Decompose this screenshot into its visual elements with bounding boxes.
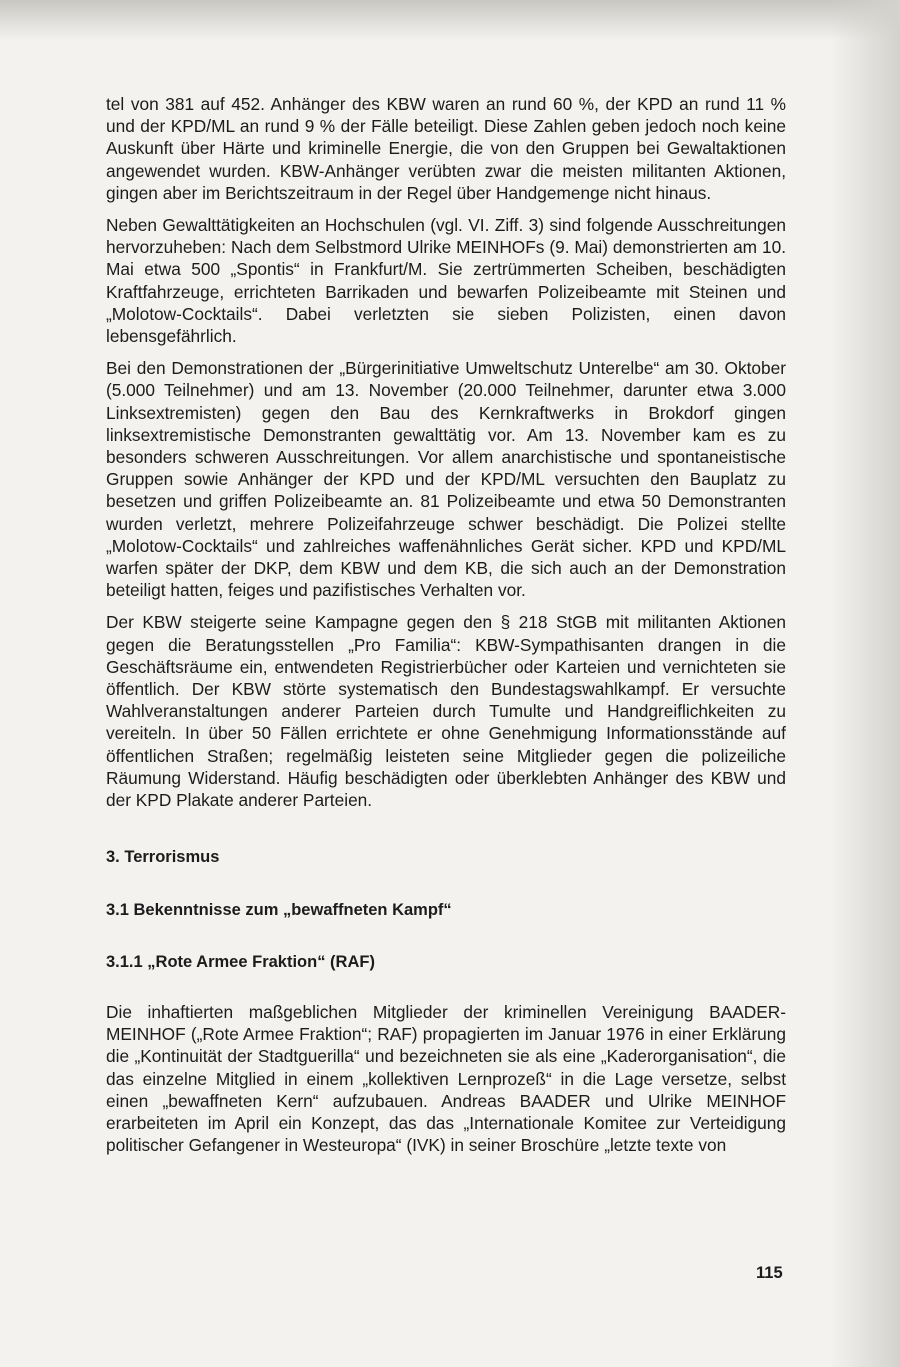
text-column — [106, 93, 786, 1166]
paragraph-kbw-campaign: Der KBW steigerte seine Kampagne gegen den § 218 StGB mit militanten Aktionen gegen die Beratungsstellen „Pro Familia“: KBW-Sympathisanten drangen in die Geschäftsräume ein, entwendeten Registrierbücher oder Karteien und vernichteten sie öffentlich. Der KBW störte systematisch den Bundestagswahlkampf. Er versuchte Wahlveranstaltungen anderer Parteien durch Tumulte und Handgreiflichkeiten zu vereiteln. In über 50 Fällen errichtete er ohne Genehmigung Informationsstände auf öffentlichen Straßen; regelmäßig leisteten seine Mitglieder gegen die polizeiliche Räumung Widerstand. Häufig beschädigten oder überklebten Anhänger des KBW und der KPD Plakate anderer Parteien. — [106, 612, 786, 811]
section-heading-terrorism: 3. Terrorismus — [106, 848, 220, 867]
subsubsection-heading-raf: 3.1.1 „Rote Armee Fraktion“ (RAF) — [106, 952, 375, 971]
paragraph-raf-declaration: Die inhaftierten maßgeblichen Mitglieder der kriminellen Vereinigung BAADER-MEINHOF („Rote Armee Fraktion“; RAF) propagierten im Januar 1976 in einer Erklärung die „Kontinuität der Stadtguerilla“ und bezeichneten sie als eine „Kaderorganisation“, die das einzelne Mitglied in einem „kollektiven Lernprozeß“ in die Lage versetze, selbst einen „bewaffneten Kern“ aufzubauen. Andreas BAADER und Ulrike MEINHOF erarbeiteten im April ein Konzept, das das „Internationale Komitee zur Verteidigung politischer Gefangener in Westeuropa“ (IVK) in seiner Broschüre „letzte texte von — [106, 1001, 786, 1156]
subsection-heading-armed-struggle: 3.1 Bekenntnisse zum „bewaffneten Kampf“ — [106, 900, 452, 919]
paragraph-violence-statistics: tel von 381 auf 452. Anhänger des KBW waren an rund 60 %, der KPD an rund 11 % und der KPD/ML an rund 9 % der Fälle beteiligt. Diese Zahlen geben jedoch noch keine Auskunft über Härte und kriminelle Energie, die von den Gruppen bei Gewaltaktionen angewendet wurden. KBW-Anhänger verübten zwar die meisten militanten Aktionen, gingen aber im Berichtszeitraum in der Regel über Handgemenge nicht hinaus. — [106, 94, 786, 203]
page-number: 115 — [756, 1264, 783, 1282]
paragraph-frankfurt-riots: Neben Gewalttätigkeiten an Hochschulen (vgl. VI. Ziff. 3) sind folgende Ausschreitungen hervorzuheben: Nach dem Selbstmord Ulrike MEINHOFs (9. Mai) demonstrierten am 10. Mai etwa 500 „Spontis“ in Frankfurt/M. Sie zertrümmerten Scheiben, beschädigten Kraftfahrzeuge, errichteten Barrikaden und bewarfen Polizeibeamte mit Steinen und „Molotow-Cocktails“. Dabei verletzten sie sieben Polizisten, einen davon lebensgefährlich. — [106, 215, 786, 347]
paragraph-brokdorf-demonstrations: Bei den Demonstrationen der „Bürgerinitiative Umweltschutz Unterelbe“ am 30. Oktober (5.000 Teilnehmer) und am 13. November (20.000 Teilnehmer, darunter etwa 3.000 Linksextremisten) gegen den Bau des Kernkraftwerks in Brokdorf gingen linksextremistische Demonstranten gewalttätig vor. Am 13. November kam es zu besonders schweren Ausschreitungen. Vor allem anarchistische und spontaneistische Gruppen sowie Anhänger der KPD und der KPD/ML versuchten den Bauplatz zu besetzen und griffen Polizeibeamte an. 81 Polizeibeamte und etwa 50 Demonstranten wurden verletzt, mehrere Polizeifahrzeuge schwer beschädigt. Die Polizei stellte „Molotow-Cocktails“ und zahlreiches waffenähnliches Gerät sicher. KPD und KPD/ML warfen später der DKP, dem KBW und dem KB, die sich auch an der Demonstration beteiligt hatten, feiges und pazifistisches Verhalten vor. — [106, 358, 786, 601]
